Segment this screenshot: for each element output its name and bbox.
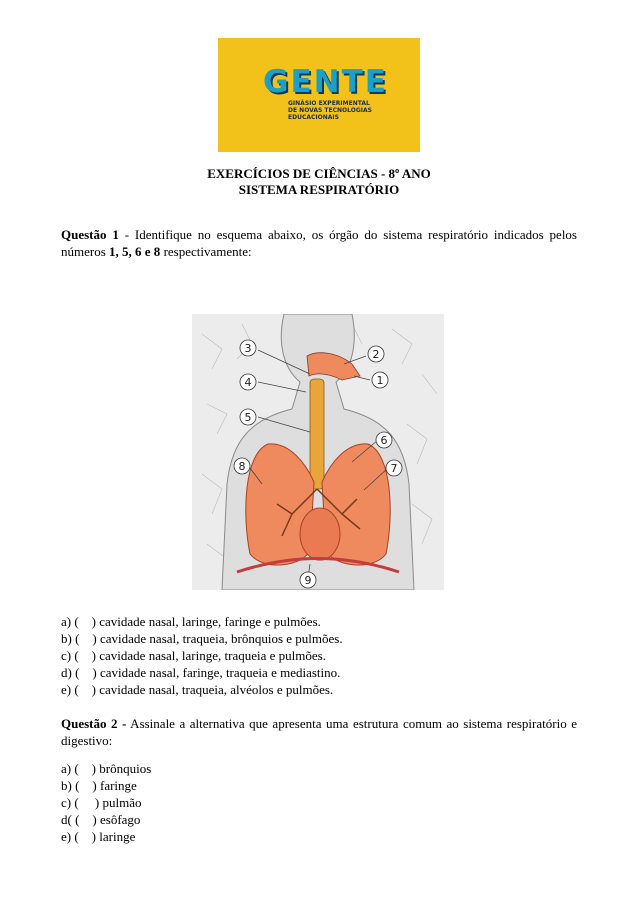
option-c[interactable]: c) ( ) pulmão [61,795,142,810]
question-1-options [61,613,343,698]
diagram-label-1: 1 [376,374,384,387]
option-a[interactable]: a) ( ) brônquios [61,761,152,776]
question-2-options [61,760,151,845]
option-b[interactable]: b) ( ) faringe [61,778,137,793]
diagram-label-7: 7 [390,462,398,475]
option-c[interactable]: c) ( ) cavidade nasal, laringe, traqueia e pulmões. [61,648,326,663]
diagram-label-5: 5 [244,411,252,424]
option-a[interactable]: a) ( ) cavidade nasal, laringe, faringe e pulmões. [61,614,321,629]
diagram-label-2: 2 [372,348,380,361]
diagram-label-8: 8 [238,460,246,473]
document-title: EXERCÍCIOS DE CIÊNCIAS - 8º ANO [207,166,431,181]
diagram-label-6: 6 [380,434,388,447]
diagram-label-9: 9 [304,574,312,587]
question-1-numbers: 1, 5, 6 e 8 [109,244,161,259]
diagram-label-4: 4 [244,376,252,389]
option-e[interactable]: e) ( ) laringe [61,829,136,844]
question-1-label: Questão 1 [61,227,119,242]
logo-wordmark: GENTE [263,64,388,100]
logo-subtitle-line: EDUCACIONAIS [288,114,339,121]
question-2-label: Questão 2 - [61,716,127,731]
logo-subtitle [288,100,408,121]
question-1-text-before: - Identifique no esquema abaixo, os órgão do sistema respiratório indicados pelos números [61,227,577,259]
question-1-text-after: respectivamente: [160,244,252,259]
respiratory-system-diagram [192,314,444,590]
option-d[interactable]: d) ( ) cavidade nasal, faringe, traqueia e mediastino. [61,665,341,680]
question-1-prompt [61,226,577,260]
option-b[interactable]: b) ( ) cavidade nasal, traqueia, brônquios e pulmões. [61,631,343,646]
logo-subtitle-line: DE NOVAS TECNOLOGIAS [288,107,372,114]
option-d[interactable]: d( ( ) esôfago [61,812,141,827]
question-2-text: Assinale a alternativa que apresenta uma estrutura comum ao sistema respiratório e digestivo: [61,716,577,748]
question-2-prompt [61,715,577,749]
option-e[interactable]: e) ( ) cavidade nasal, traqueia, alvéolos e pulmões. [61,682,334,697]
school-logo [218,38,420,152]
document-subtitle: SISTEMA RESPIRATÓRIO [238,182,400,197]
logo-subtitle-line: GINÁSIO EXPERIMENTAL [288,100,370,107]
diagram-label-3: 3 [244,342,252,355]
